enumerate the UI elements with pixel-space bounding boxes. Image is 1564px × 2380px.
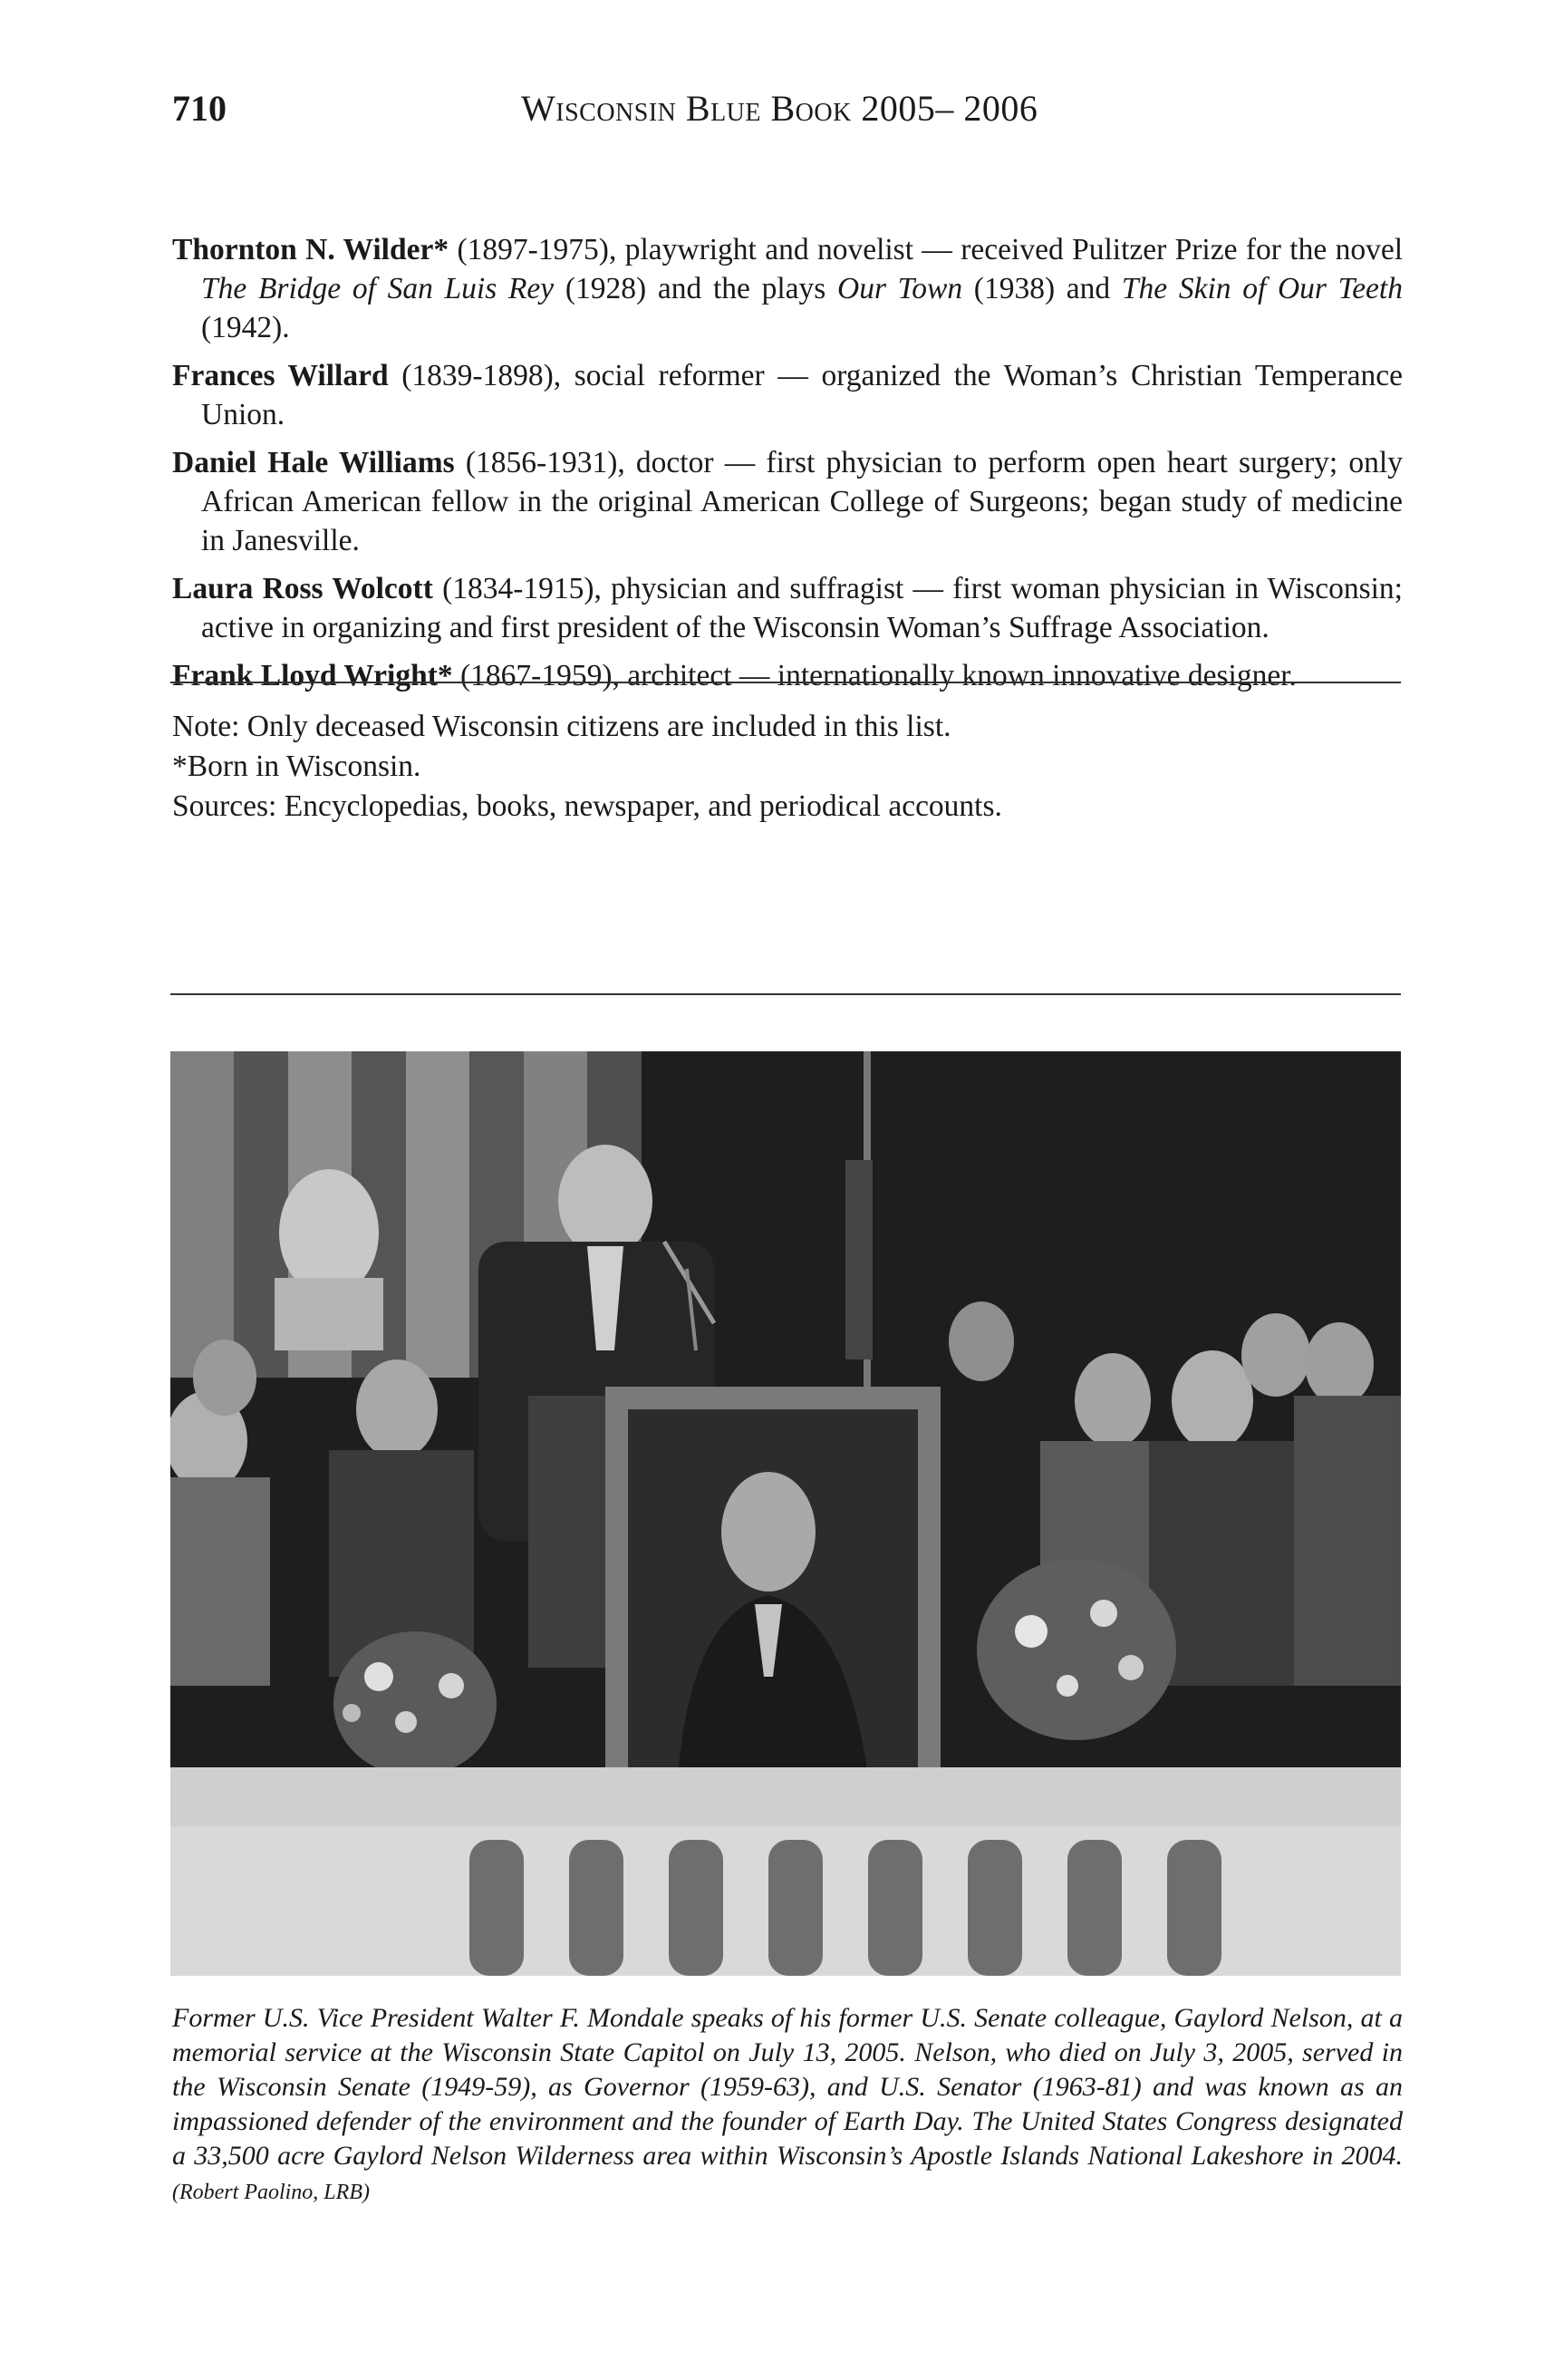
sources-note: Sources: Encyclopedias, books, newspaper, and periodical accounts.	[172, 789, 1002, 823]
born-note: *Born in Wisconsin.	[172, 750, 421, 783]
photo-divider	[170, 993, 1401, 995]
section-divider	[170, 682, 1401, 683]
entry-text: (1839-1898), social reformer — organized the Woman’s Christian Temperance Union.	[201, 359, 1404, 431]
memorial-photo	[170, 1051, 1401, 1976]
notes	[172, 707, 1403, 827]
note-text: Note: Only deceased Wisconsin citizens are included in this list.	[172, 710, 951, 743]
entry-text: (1897-1975), playwright and novelist — received Pulitzer Prize for the novel	[449, 233, 1404, 266]
entry-title-italic: Our Town	[837, 272, 963, 305]
page-header	[0, 87, 1564, 141]
photo-credit: (Robert Paolino, LRB)	[172, 2181, 370, 2204]
entry-name: Daniel Hale Williams	[172, 446, 455, 479]
photo-caption	[172, 2001, 1403, 2210]
entry-title-italic: The Skin of Our Teeth	[1121, 272, 1403, 305]
entry-name: Laura Ross Wolcott	[172, 572, 433, 605]
entry-text: (1938) and	[962, 272, 1122, 305]
entry-text: (1928) and the plays	[554, 272, 837, 305]
list-item	[172, 230, 1403, 347]
entry-title-italic: The Bridge of San Luis Rey	[201, 272, 555, 305]
entry-text: (1942).	[201, 311, 290, 344]
biography-list	[172, 230, 1403, 704]
list-item	[172, 443, 1403, 560]
list-item	[172, 356, 1403, 434]
caption-text: Former U.S. Vice President Walter F. Mondale speaks of his former U.S. Senate colleague, Gaylord Nelson, at a memorial service at the Wisconsin State Capitol on July 13, 2005. Nelson, who died on July 3, 2005, served in the Wisconsin Senate (1949-59), as Governor (1959-63), and U.S. Senator (1963-81) and was known as an impassioned defender of the environment and the founder of Earth Day. The United States Congress designated a 33,500 acre Gaylord Nelson Wilderness area within Wisconsin’s Apostle Islands National Lakeshore in 2004.	[172, 2003, 1403, 2171]
entry-text: (1856-1931), doctor — first physician to perform open heart surgery; only African American fellow in the original American College of Surgeons; began study of medicine in Janesville.	[201, 446, 1403, 557]
list-item	[172, 569, 1403, 647]
page-number: 710	[172, 88, 227, 129]
entry-name: Frances Willard	[172, 359, 389, 392]
entry-text: (1867-1959), architect — internationally known innovative designer.	[452, 659, 1297, 692]
entry-text: (1834-1915), physician and suffragist — first woman physician in Wisconsin; active in organizing and first president of the Wisconsin Woman’s Suffrage Association.	[201, 572, 1403, 644]
list-item	[172, 656, 1403, 695]
running-title: Wisconsin Blue Book 2005– 2006	[521, 88, 1038, 129]
entry-name: Frank Lloyd Wright*	[172, 659, 453, 692]
entry-name: Thornton N. Wilder*	[172, 233, 449, 266]
